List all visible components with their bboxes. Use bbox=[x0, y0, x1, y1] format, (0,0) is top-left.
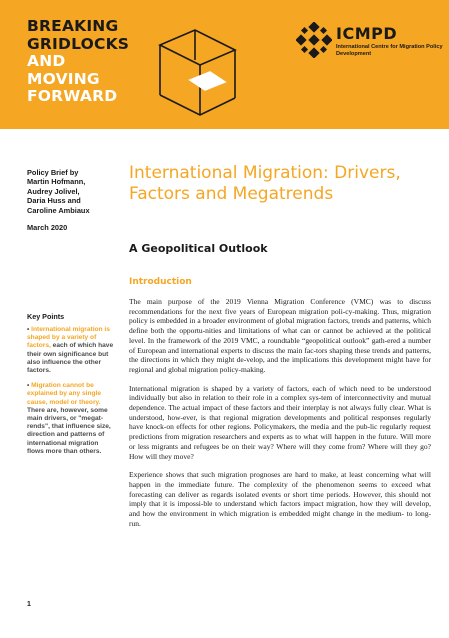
key-point-highlight: Migration cannot be explained by any single cause, model or theory. bbox=[27, 382, 102, 406]
byline-line: Policy Brief by bbox=[27, 168, 79, 177]
byline-line: Daria Huss and bbox=[27, 196, 81, 206]
body-paragraph: International migration is shaped by a variety of factors, each of which need to be understood individually but also in relation to their role in a complex sys-tem of interconnectivity and mutual dependence. The actual impact of these factors and their interplay is not always fully clear. What is understood, how-ever, is that regional migration developments and political responses regularly have knock-on effects for other regions. Policymakers, the media and the pub-lic regularly request predictions from migration researchers and experts as to what will happen in the future. Will more or less migrants and refugees be on their way? Where will they come from? Where will they go? How will they move? bbox=[129, 383, 431, 461]
page-number: 1 bbox=[27, 601, 31, 608]
series-title-line: FORWARD bbox=[27, 87, 118, 105]
logo-name: ICMPD bbox=[336, 24, 398, 43]
series-title-line: AND bbox=[27, 52, 66, 70]
icmpd-logo-icon bbox=[296, 22, 332, 58]
byline-line: Audrey Jolivel, bbox=[27, 186, 80, 196]
key-points-heading: Key Points bbox=[27, 312, 65, 321]
series-title bbox=[27, 18, 129, 106]
key-point: • International migration is shaped by a variety of factors, each of which have their own significance but also influence the other factors. bbox=[27, 326, 114, 375]
series-title-line: MOVING bbox=[27, 69, 100, 88]
key-point-text: There are, however, some main drivers, or "megat-rends", that influence size, direction and patterns of international migration flows more than others. bbox=[27, 406, 111, 455]
icmpd-logo bbox=[296, 22, 443, 62]
article-subtitle: A Geopolitical Outlook bbox=[129, 242, 268, 255]
key-points bbox=[27, 312, 117, 463]
key-point-text: each of which have their own significance but also influence the other factors. bbox=[27, 342, 114, 375]
header-banner bbox=[0, 0, 449, 129]
logo-subtitle: International Centre for Migration Policy Development bbox=[336, 44, 443, 57]
byline-line: Caroline Ambiaux bbox=[27, 205, 90, 215]
cube-graphic-icon bbox=[150, 10, 250, 120]
article-title: International Migration: Drivers, Factors and Megatrends bbox=[129, 163, 401, 204]
section-heading: Introduction bbox=[129, 277, 192, 287]
byline-line: Martin Hofmann, bbox=[27, 177, 86, 187]
key-point: • Migration cannot be explained by any single cause, model or theory. There are, however, some main drivers, or "megat-rends", that influence size, direction and patterns of international migration flows more than others. bbox=[27, 382, 111, 455]
key-point-highlight: International migration is shaped by a variety of factors, bbox=[27, 326, 110, 350]
byline bbox=[27, 168, 117, 232]
series-title-line: BREAKING bbox=[27, 17, 119, 35]
publication-date: March 2020 bbox=[27, 223, 68, 233]
body-paragraph: Experience shows that such migration prognoses are hard to make, at least concerning what will happen in the immediate future. The complexity of the phenomenon seems to exceed what forecasting can deliver as regards isolated events or short time periods. However, this should not imply that it is impossi-ble to understand which factors impact migration, how they will develop, and how the environment in which migration is embedded might change in the medium- to long-run. bbox=[129, 470, 431, 528]
series-title-line: GRIDLOCKS bbox=[27, 34, 130, 53]
article-body bbox=[129, 297, 431, 537]
body-paragraph: The main purpose of the 2019 Vienna Migration Conference (VMC) was to discuss recommendations for the next five years of European migration poli-cy-making. Thus, migration policy is embedded in a broader environment of global migration factors, trends and patterns, which define both the opportu-nities and limitations of what can or cannot be achieved at the political level. In the framework of the 2019 VMC, a roundtable “geopolitical outlook” gath-ered a number of European and international experts to discuss the main fac-tors shaping these trends and patterns, the directions in which they might de-velop, and the implications this development might have for regional and global migration policy-making. bbox=[129, 297, 431, 374]
